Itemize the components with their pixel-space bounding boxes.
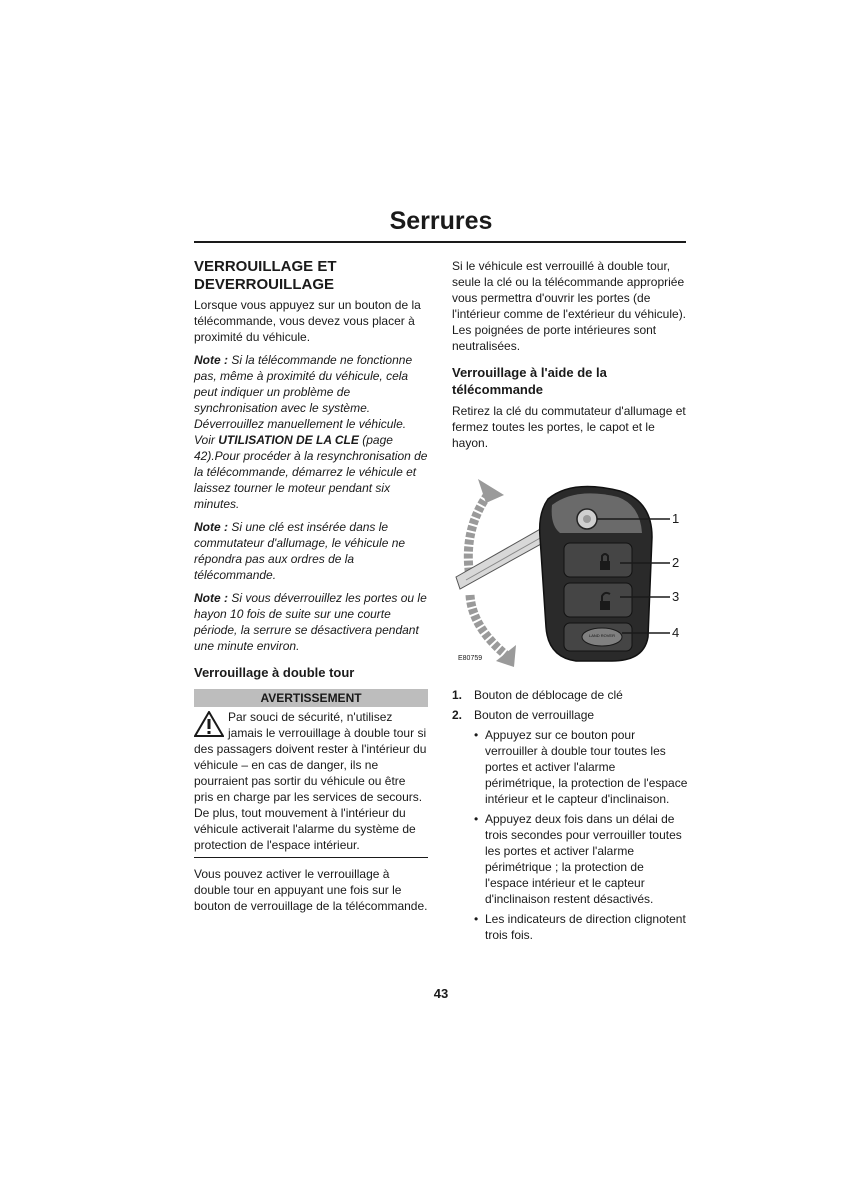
bullet-item: • Appuyez sur ce bouton pour verrouiller à double tour toutes les portes et activer l'alarme périmétrique, la protection de l'espace intérieur et le capteur d'inclinaison. [474, 727, 688, 807]
list-text: Bouton de verrouillage [474, 708, 595, 722]
note-sync [194, 352, 428, 512]
note-text: Si une clé est insérée dans le commutateur d'allumage, le véhicule ne répondra pas aux ordres de la télécommande. [194, 520, 406, 582]
title-rule [194, 241, 686, 243]
callout-3: 3 [672, 589, 680, 604]
note-label: Note : [194, 520, 228, 534]
warning-header: AVERTISSEMENT [194, 689, 428, 707]
note-text: Si vous déverrouillez les portes ou le hayon 10 fois de suite sur une courte période, la serrure se désactivera pendant une minute environ. [194, 591, 427, 653]
land-rover-badge-text: LAND ROVER [588, 633, 615, 638]
bullet-item: • Appuyez deux fois dans un délai de trois secondes pour verrouiller toutes les portes et activer l'alarme périmétrique ; la protection de l'espace intérieur et le capteur d'inclinaison restent désactivés. [474, 811, 688, 907]
intro-paragraph: Lorsque vous appuyez sur un bouton de la télécommande, vous devez vous placer à proximité du véhicule. [194, 298, 421, 344]
lock-bullet-list [474, 727, 688, 943]
note-label: Note : [194, 591, 228, 605]
warning-box [194, 707, 428, 858]
instruction-paragraph: Retirez la clé du commutateur d'allumage et fermez toutes les portes, le capot et le hayon. [452, 404, 686, 450]
subheading-double-lock: Verrouillage à double tour [194, 665, 355, 680]
right-column [452, 258, 688, 947]
page-number: 43 [433, 986, 449, 1001]
key-fob-figure [452, 477, 688, 677]
list-item [452, 707, 688, 943]
note-lockout [194, 590, 428, 654]
warning-text: Par souci de sécurité, n'utilisez jamais le verrouillage à double tour si des passagers doivent rester à l'intérieur du véhicule – en cas de danger, ils ne pourraient pas sortir du véhicule ou être pris en charge par les services de secours. De plus, tout mouvement à l'intérieur du véhicule activerait l'alarme du système de protection de l'espace intérieur. [194, 710, 427, 852]
warning-triangle-icon [194, 711, 224, 737]
key-fob-illustration [452, 477, 688, 677]
button-list [452, 687, 688, 943]
double-lock-paragraph: Vous pouvez activer le verrouillage à double tour en appuyant une fois sur le bouton de verrouillage de la télécommande. [194, 867, 428, 913]
callout-2: 2 [672, 555, 680, 570]
cross-reference-link[interactable]: UTILISATION DE LA CLE [218, 433, 359, 447]
page-title: Serrures [389, 207, 493, 235]
callout-1: 1 [672, 511, 680, 526]
note-ignition [194, 519, 428, 583]
list-number: 1. [452, 688, 463, 702]
note-label: Note : [194, 353, 228, 367]
callout-4: 4 [672, 625, 680, 640]
bullet-item: • Les indicateurs de direction clignotent trois fois. [474, 911, 688, 943]
left-column [194, 258, 428, 921]
list-item [452, 687, 688, 703]
section-heading: VERROUILLAGE ET DEVERROUILLAGE [194, 258, 337, 293]
list-number: 2. [452, 708, 463, 722]
list-text: Bouton de déblocage de clé [474, 688, 623, 702]
note-text-continued: (page 42).Pour procéder à la resynchronisation de la télécommande, démarrez le véhicule et laissez tourner le moteur pendant six minutes. [194, 433, 428, 511]
figure-code: E80759 [458, 655, 483, 662]
subheading-remote-lock: Verrouillage à l'aide de la télécommande [452, 365, 607, 397]
note-text: Si la télécommande ne fonctionne pas, même à proximité du véhicule, cela peut indiquer un problème de synchronisation avec le système. Déverrouillez manuellement le véhicule. Voir [194, 353, 413, 447]
double-lock-info: Si le véhicule est verrouillé à double tour, seule la clé ou la télécommande appropriée vous permettra d'ouvrir les portes (de l'intérieur comme de l'extérieur du véhicule). Les poignées de porte intérieures sont neutralisées. [452, 259, 687, 353]
